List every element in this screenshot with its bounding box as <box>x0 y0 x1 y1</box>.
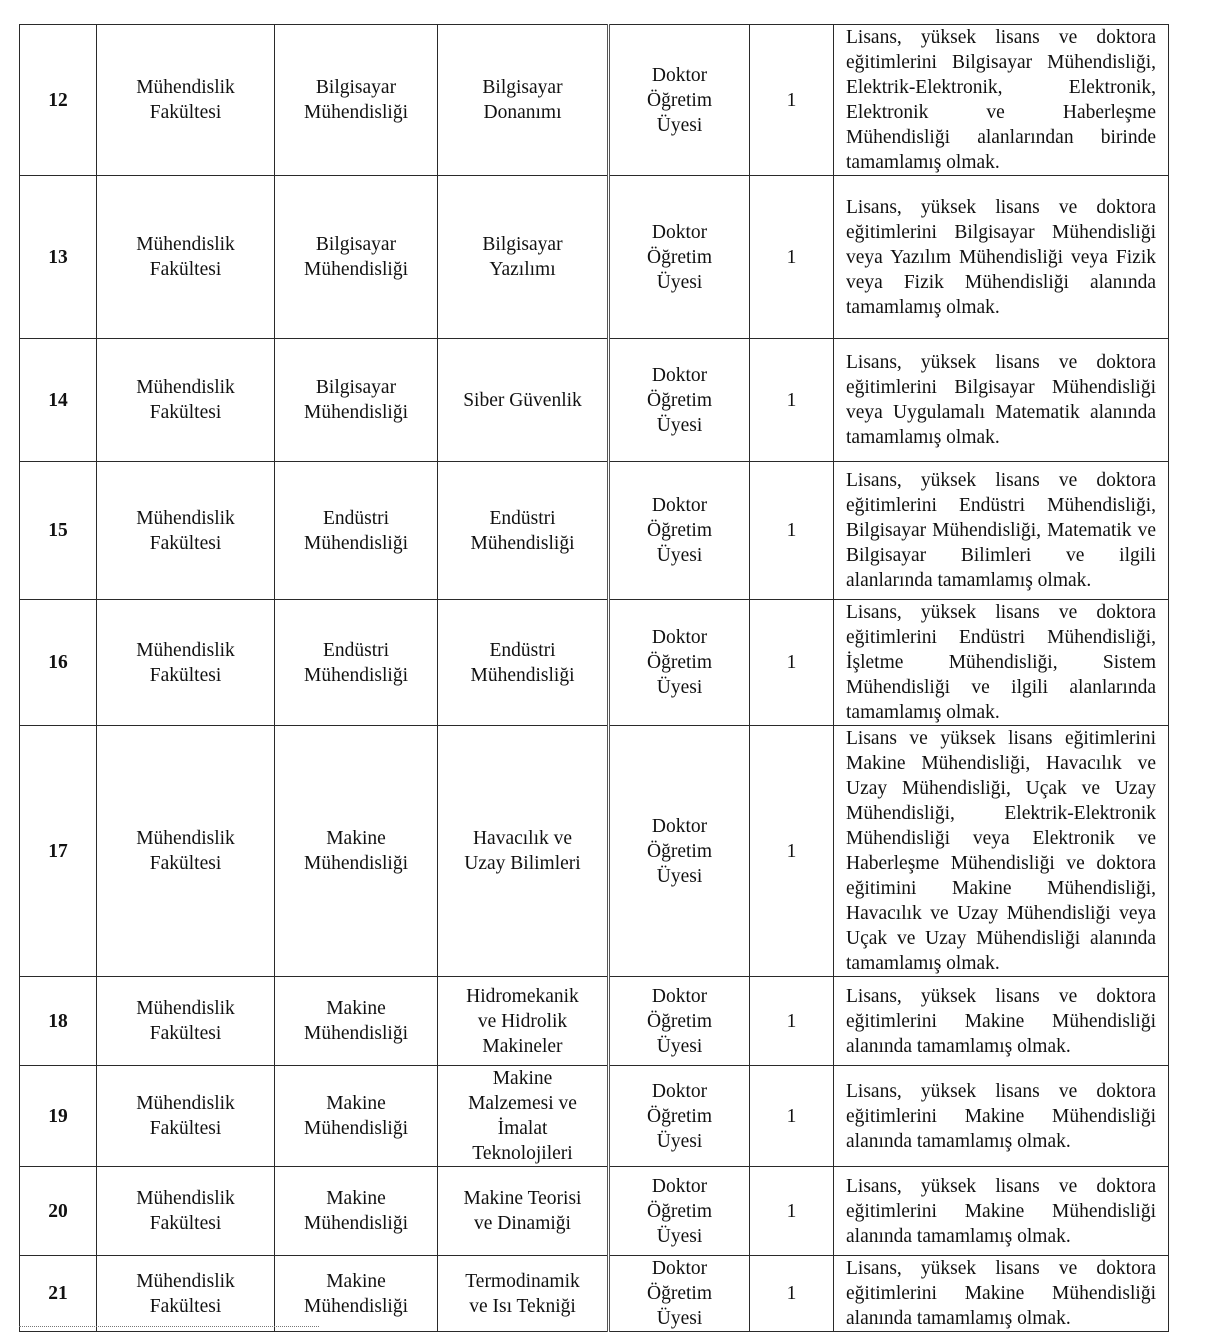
requirement-cell <box>834 25 1169 176</box>
title-line: Üyesi <box>656 114 703 136</box>
table-row <box>20 339 1169 462</box>
title-line: Üyesi <box>656 677 703 698</box>
quota-cell: 1 <box>750 600 834 726</box>
quota-cell: 1 <box>750 176 834 339</box>
quota-cell: 1 <box>750 462 834 600</box>
department-cell <box>275 339 438 462</box>
requirement-cell <box>834 462 1169 600</box>
title-line: Öğretim <box>647 389 712 411</box>
title-line: Üyesi <box>656 1130 703 1152</box>
row-number: 20 <box>20 1167 97 1256</box>
faculty-line: Mühendislik <box>136 1270 235 1292</box>
department-line: Endüstri <box>322 507 390 529</box>
row-number: 15 <box>20 462 97 600</box>
faculty-cell <box>97 176 275 339</box>
department-line: Bilgisayar <box>315 377 397 398</box>
title-cell <box>609 339 750 462</box>
title-line: Üyesi <box>656 414 703 436</box>
table-row <box>20 726 1169 977</box>
faculty-line: Fakültesi <box>149 102 222 123</box>
department-line: Mühendisliği <box>303 664 408 686</box>
subfield-line: Hidromekanik <box>466 985 579 1007</box>
faculty-cell <box>97 977 275 1066</box>
subfield-cell <box>438 977 609 1066</box>
subfield-line: Teknolojileri <box>472 1143 573 1164</box>
subfield-line: Endüstri <box>489 507 556 529</box>
subfield-cell <box>438 1167 609 1256</box>
department-line: Mühendisliği <box>303 1213 408 1234</box>
faculty-cell <box>97 1066 275 1167</box>
title-line: Öğretim <box>647 520 712 541</box>
department-line: Bilgisayar <box>315 234 397 255</box>
faculty-line: Mühendislik <box>136 377 235 398</box>
department-cell <box>275 25 438 176</box>
department-cell <box>275 176 438 339</box>
subfield-line: Malzemesi ve <box>468 1093 577 1114</box>
subfield-line: ve Isı Tekniği <box>469 1295 576 1317</box>
title-cell <box>609 1167 750 1256</box>
faculty-cell <box>97 339 275 462</box>
table-row <box>20 176 1169 339</box>
title-line: Öğretim <box>647 840 712 862</box>
subfield-cell <box>438 726 609 977</box>
requirement-text: Lisans, yüksek lisans ve doktora eğitimlerini Makine Mühendisliği alanında tamamlamış olmak. <box>846 985 1156 1057</box>
department-line: Mühendisliği <box>303 532 408 554</box>
requirement-cell <box>834 1167 1169 1256</box>
quota-cell: 1 <box>750 1256 834 1332</box>
department-line: Mühendisliği <box>303 1118 408 1139</box>
title-line: Doktor <box>651 364 708 386</box>
title-line: Doktor <box>651 495 708 516</box>
requirement-cell <box>834 1256 1169 1332</box>
title-line: Öğretim <box>647 1105 712 1127</box>
requirement-text: Lisans, yüksek lisans ve doktora eğitimlerini Makine Mühendisliği alanında tamamlamış olmak. <box>846 1258 1156 1329</box>
department-cell <box>275 600 438 726</box>
requirement-cell <box>834 176 1169 339</box>
department-cell <box>275 1066 438 1167</box>
requirement-cell <box>834 339 1169 462</box>
department-line: Mühendisliği <box>303 102 408 123</box>
positions-table-body <box>20 25 1169 1332</box>
faculty-cell <box>97 25 275 176</box>
row-number: 13 <box>20 176 97 339</box>
title-line: Doktor <box>651 1175 708 1197</box>
department-line: Mühendisliği <box>303 853 408 874</box>
row-number: 17 <box>20 726 97 977</box>
faculty-line: Fakültesi <box>149 1295 222 1317</box>
subfield-line: ve Hidrolik <box>477 1010 568 1032</box>
department-line: Makine <box>326 1270 386 1292</box>
title-line: Doktor <box>651 1080 708 1102</box>
requirement-cell <box>834 726 1169 977</box>
department-line: Bilgisayar <box>315 77 397 98</box>
title-cell <box>609 176 750 339</box>
faculty-line: Mühendislik <box>136 1093 235 1114</box>
subfield-cell <box>438 1256 609 1332</box>
title-line: Üyesi <box>656 271 703 293</box>
department-cell <box>275 1256 438 1332</box>
requirement-text: Lisans, yüksek lisans ve doktora eğitimlerini Makine Mühendisliği alanında tamamlamış olmak. <box>846 1175 1156 1247</box>
row-number: 19 <box>20 1066 97 1167</box>
subfield-cell <box>438 600 609 726</box>
department-cell <box>275 1167 438 1256</box>
requirement-text: Lisans, yüksek lisans ve doktora eğitimlerini Endüstri Mühendisliği, Bilgisayar Mühendisliği, Matematik ve Bilgisayar Bilimleri ve ilgili alanlarında tamamlamış olmak. <box>846 470 1156 591</box>
subfield-line: Bilgisayar <box>482 77 563 98</box>
department-cell <box>275 726 438 977</box>
row-number: 16 <box>20 600 97 726</box>
requirement-text: Lisans, yüksek lisans ve doktora eğitimlerini Bilgisayar Mühendisliği veya Yazılım Mühendisliği veya Fizik veya Fizik Mühendisliği alanında tamamlamış olmak. <box>846 196 1156 318</box>
department-cell <box>275 462 438 600</box>
title-line: Öğretim <box>647 89 712 111</box>
faculty-line: Fakültesi <box>149 664 222 686</box>
title-line: Doktor <box>651 1258 708 1279</box>
faculty-line: Mühendislik <box>136 639 235 661</box>
faculty-line: Mühendislik <box>136 1188 235 1209</box>
table-row <box>20 977 1169 1066</box>
quota-cell: 1 <box>750 339 834 462</box>
department-line: Mühendisliği <box>303 259 408 280</box>
title-cell <box>609 977 750 1066</box>
department-line: Makine <box>326 1093 386 1114</box>
row-number: 18 <box>20 977 97 1066</box>
quota-cell: 1 <box>750 1066 834 1167</box>
subfield-line: Makineler <box>482 1035 563 1057</box>
title-line: Doktor <box>651 985 708 1007</box>
title-line: Öğretim <box>647 652 712 673</box>
department-line: Mühendisliği <box>303 1023 408 1044</box>
department-line: Makine <box>326 998 386 1019</box>
faculty-line: Fakültesi <box>149 853 222 874</box>
subfield-line: İmalat <box>497 1118 548 1139</box>
title-line: Üyesi <box>656 1225 703 1247</box>
quota-cell: 1 <box>750 977 834 1066</box>
subfield-line: Mühendisliği <box>470 664 575 686</box>
quota-cell: 1 <box>750 726 834 977</box>
faculty-line: Mühendislik <box>136 998 235 1019</box>
title-line: Üyesi <box>656 1035 703 1057</box>
requirement-cell <box>834 977 1169 1066</box>
title-line: Doktor <box>651 815 708 837</box>
subfield-line: Havacılık ve <box>472 828 573 849</box>
subfield-cell <box>438 25 609 176</box>
title-cell <box>609 726 750 977</box>
quota-cell: 1 <box>750 25 834 176</box>
faculty-line: Fakültesi <box>149 1118 222 1139</box>
faculty-cell <box>97 1167 275 1256</box>
title-line: Öğretim <box>647 1010 712 1032</box>
faculty-line: Mühendislik <box>136 828 235 849</box>
title-cell <box>609 25 750 176</box>
faculty-cell <box>97 726 275 977</box>
subfield-cell <box>438 462 609 600</box>
row-number: 12 <box>20 25 97 176</box>
subfield-line: Endüstri <box>489 639 556 661</box>
title-line: Öğretim <box>647 1200 712 1222</box>
table-row <box>20 1066 1169 1167</box>
subfield-line: Makine <box>492 1068 553 1089</box>
faculty-line: Fakültesi <box>149 259 222 280</box>
subfield-cell <box>438 1066 609 1167</box>
requirement-cell <box>834 1066 1169 1167</box>
positions-table <box>19 24 1169 1332</box>
subfield-line: Yazılımı <box>489 259 556 280</box>
department-cell <box>275 977 438 1066</box>
subfield-line: Uzay Bilimleri <box>464 853 581 874</box>
faculty-line: Mühendislik <box>136 507 235 529</box>
row-number: 21 <box>20 1256 97 1332</box>
subfield-line: Bilgisayar <box>482 234 563 255</box>
title-line: Doktor <box>651 221 708 243</box>
faculty-cell <box>97 600 275 726</box>
table-row <box>20 462 1169 600</box>
faculty-line: Fakültesi <box>149 1213 222 1234</box>
title-line: Öğretim <box>647 1283 712 1304</box>
subfield-line: ve Dinamiği <box>474 1213 571 1234</box>
faculty-line: Fakültesi <box>149 1023 222 1044</box>
department-line: Makine <box>326 1188 386 1209</box>
faculty-cell <box>97 462 275 600</box>
subfield-line: Termodinamik <box>465 1270 580 1292</box>
table-row <box>20 1256 1169 1332</box>
department-line: Mühendisliği <box>303 1295 408 1317</box>
subfield-line: Donanımı <box>483 102 562 123</box>
title-line: Üyesi <box>656 545 703 566</box>
department-line: Mühendisliği <box>303 402 408 423</box>
faculty-line: Mühendislik <box>136 234 235 255</box>
title-line: Üyesi <box>656 1308 703 1329</box>
title-line: Doktor <box>651 627 708 648</box>
subfield-line: Mühendisliği <box>470 532 575 554</box>
table-row <box>20 600 1169 726</box>
requirement-text: Lisans, yüksek lisans ve doktora eğitimlerini Bilgisayar Mühendisliği veya Uygulamalı Matematik alanında tamamlamış olmak. <box>846 352 1156 448</box>
requirement-text: Lisans ve yüksek lisans eğitimlerini Makine Mühendisliği, Havacılık ve Uzay Mühendisliği, Uçak ve Uzay Mühendisliği, Elektrik-Elektronik Mühendisliği veya Elektronik ve Haberleşme Mühendisliği ve doktora eğitimini Makine Mühendisliği, Havacılık ve Uzay Mühendisliği veya Uçak ve Uzay Mühendisliği alanında tamamlamış olmak. <box>846 728 1156 974</box>
faculty-line: Mühendislik <box>136 77 235 98</box>
department-line: Makine <box>326 828 386 849</box>
title-line: Öğretim <box>647 246 712 268</box>
subfield-cell <box>438 176 609 339</box>
title-cell <box>609 1256 750 1332</box>
subfield-line: Makine Teorisi <box>463 1188 582 1209</box>
title-cell <box>609 600 750 726</box>
table-row <box>20 25 1169 176</box>
requirement-text: Lisans, yüksek lisans ve doktora eğitimlerini Makine Mühendisliği alanında tamamlamış olmak. <box>846 1080 1156 1152</box>
table-row <box>20 1167 1169 1256</box>
faculty-cell <box>97 1256 275 1332</box>
requirement-text: Lisans, yüksek lisans ve doktora eğitimlerini Bilgisayar Mühendisliği, Elektrik-Elektronik, Elektronik, Elektronik ve Haberleşme Mühendisliği alanlarından birinde tamamlamış olmak. <box>846 27 1156 173</box>
requirement-cell <box>834 600 1169 726</box>
subfield-line: Siber Güvenlik <box>463 389 582 411</box>
subfield-cell <box>438 339 609 462</box>
faculty-line: Fakültesi <box>149 532 222 554</box>
department-line: Endüstri <box>322 639 390 661</box>
title-cell <box>609 1066 750 1167</box>
quota-cell: 1 <box>750 1167 834 1256</box>
title-line: Doktor <box>651 64 708 86</box>
row-number: 14 <box>20 339 97 462</box>
title-line: Üyesi <box>656 865 703 887</box>
requirement-text: Lisans, yüksek lisans ve doktora eğitimlerini Endüstri Mühendisliği, İşletme Mühendisliği, Sistem Mühendisliği ve ilgili alanlarında tamamlamış olmak. <box>846 602 1156 723</box>
faculty-line: Fakültesi <box>149 402 222 423</box>
title-cell <box>609 462 750 600</box>
